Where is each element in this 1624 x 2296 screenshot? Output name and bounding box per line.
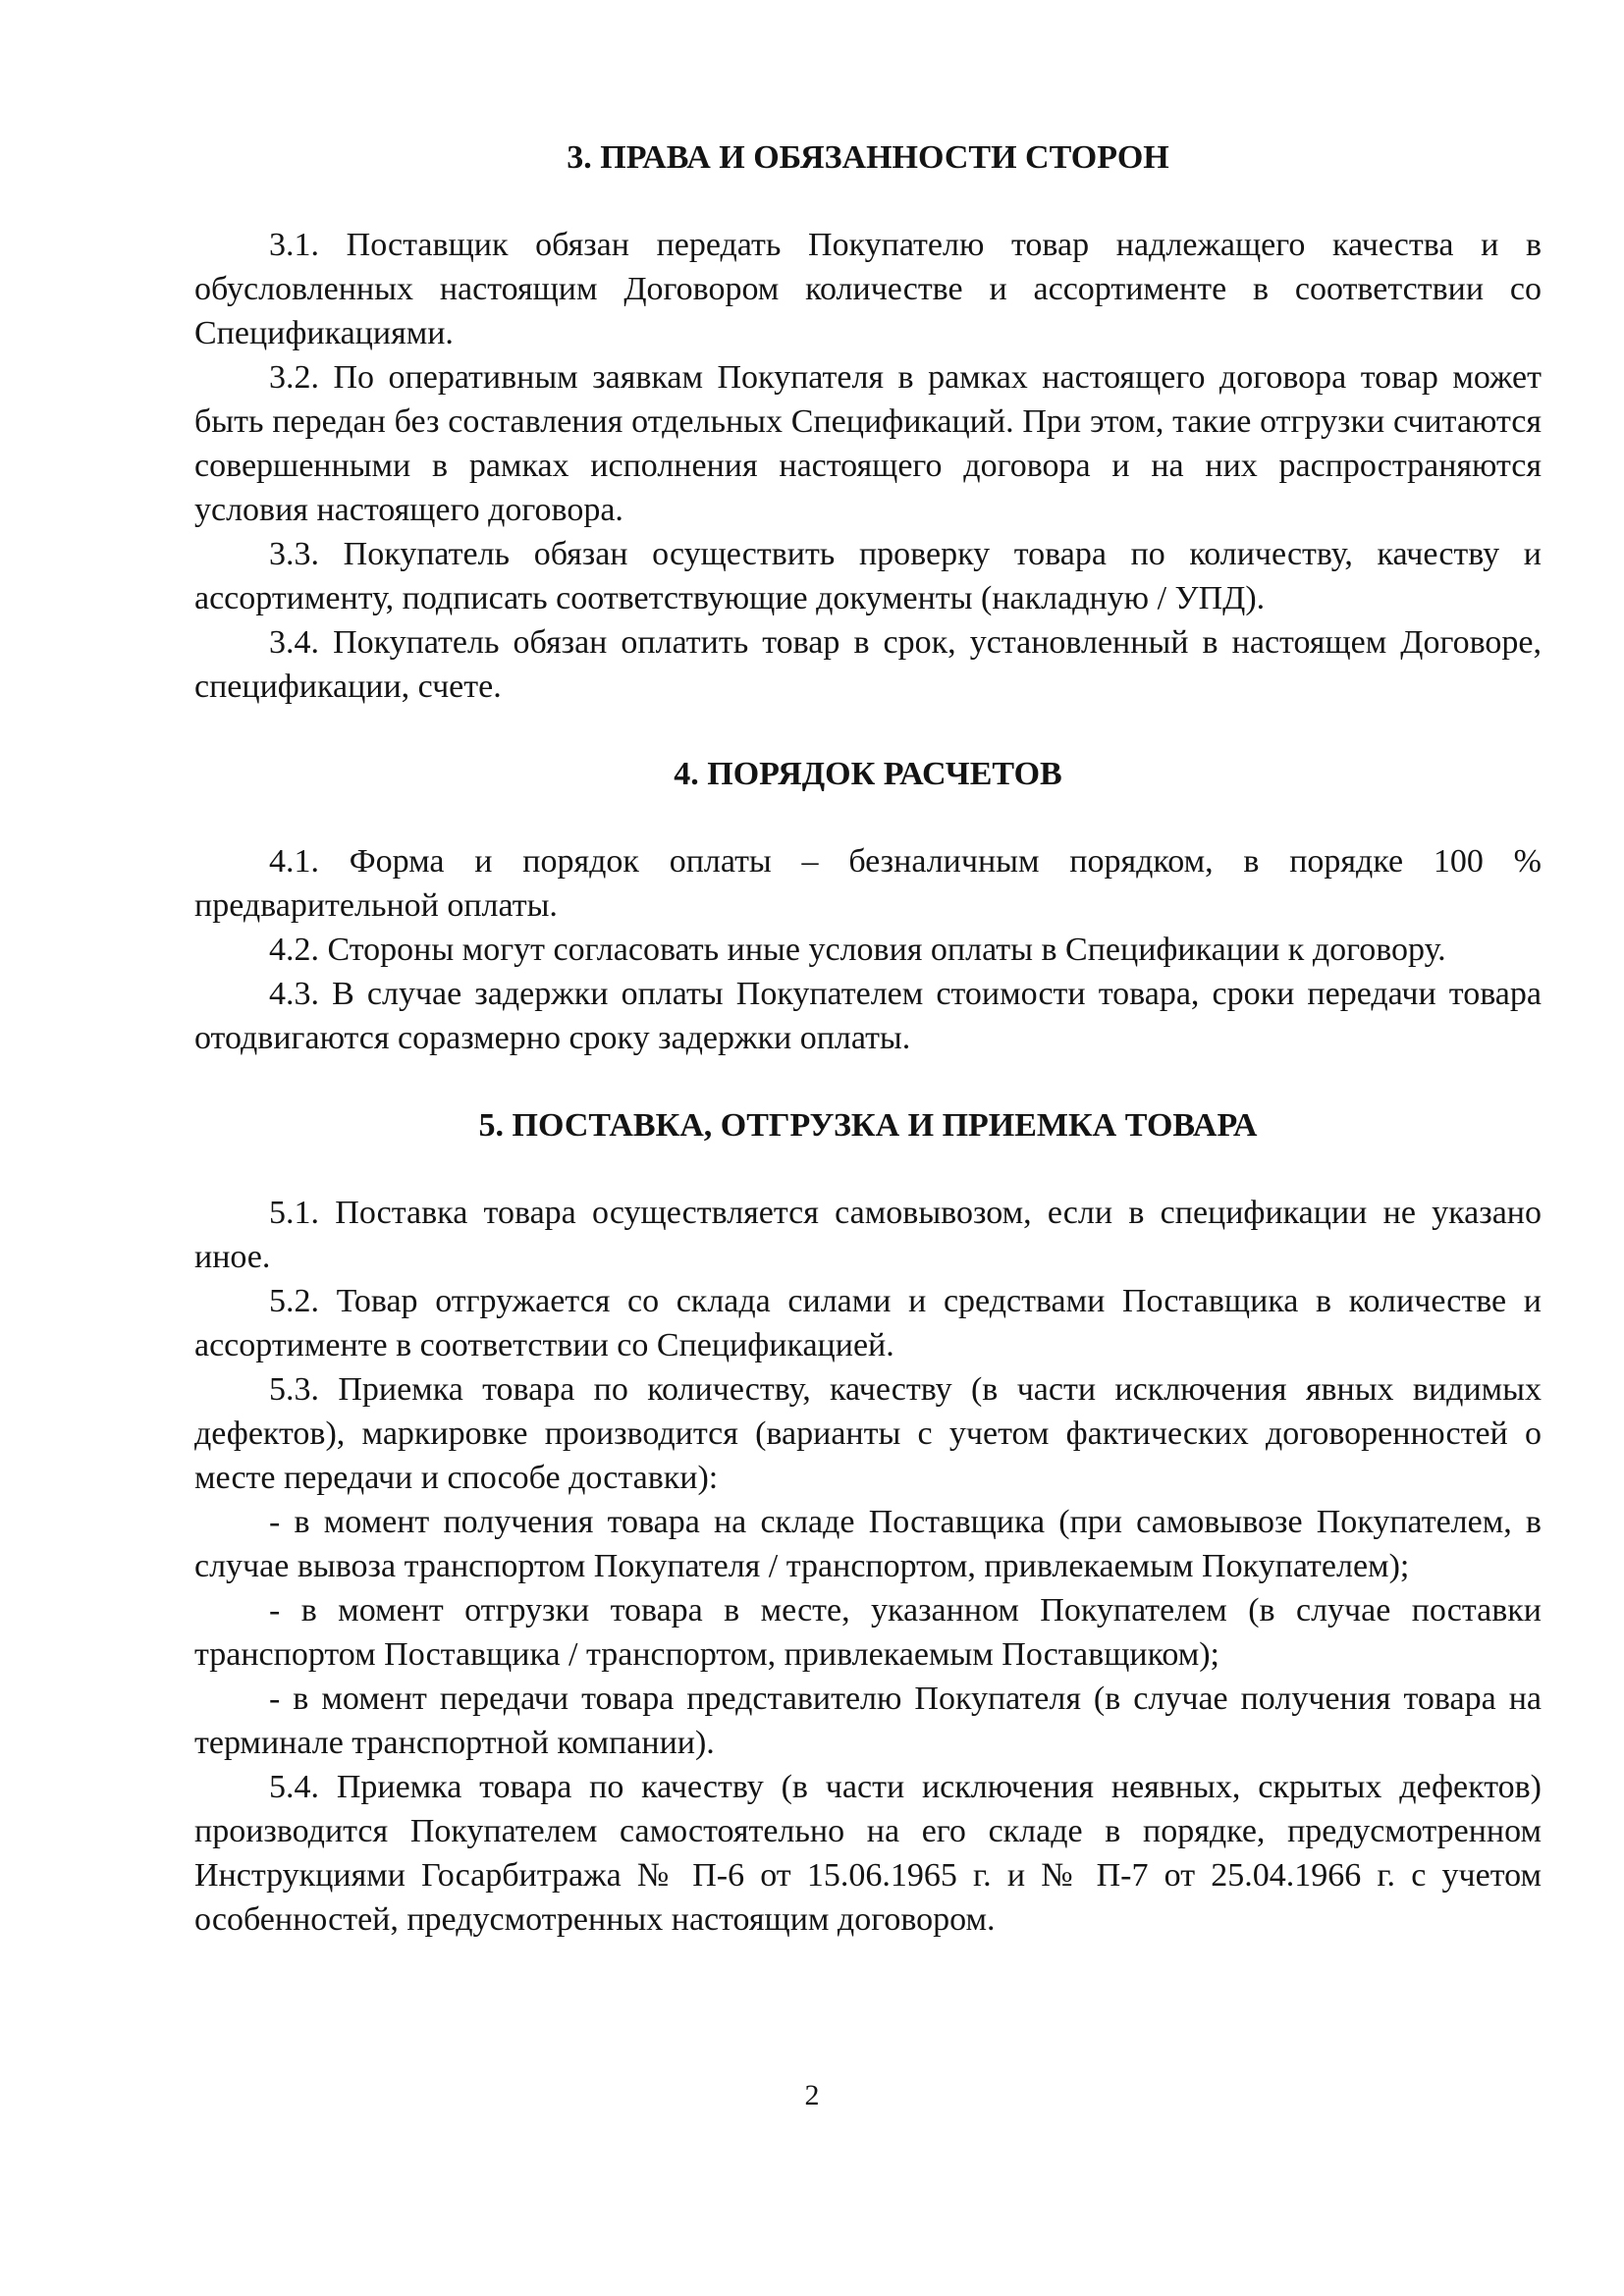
clause-3-4: 3.4. Покупатель обязан оплатить товар в срок, установленный в настоящем Договоре, спецификации, счете.	[194, 624, 1542, 705]
clause-5-4: 5.4. Приемка товара по качеству (в части исключения неявных, скрытых дефектов) производится Покупателем самостоятельно на его складе в порядке, предусмотренном Инструкциями Госарбитража № П-6 от 15.06.1965 г. и № П-7 от 25.04.1966 г. с учетом особенностей, предусмотренных настоящим договором.	[194, 1769, 1542, 1938]
clause-4-1: 4.1. Форма и порядок оплаты – безналичным порядком, в порядке 100 % предварительной оплаты.	[194, 843, 1542, 924]
section-title: 3. ПРАВА И ОБЯЗАННОСТИ СТОРОН	[567, 139, 1169, 176]
section-payment-procedure	[194, 752, 1542, 1060]
clause-3-1: 3.1. Поставщик обязан передать Покупателю товар надлежащего качества и в обусловленных настоящим Договором количестве и ассортименте в соответствии со Спецификациями.	[194, 227, 1542, 351]
clause-5-3-option-transport-terminal: - в момент передачи товара представителю Покупателя (в случае получения товара на терминале транспортной компании).	[194, 1681, 1542, 1761]
clause-5-3-option-buyer-location: - в момент отгрузки товара в месте, указанном Покупателем (в случае поставки транспортом Поставщика / транспортом, привлекаемым Поставщиком);	[194, 1592, 1542, 1673]
clause-5-3-option-supplier-warehouse: - в момент получения товара на складе Поставщика (при самовывозе Покупателем, в случае вывоза транспортом Покупателя / транспортом, привлекаемым Покупателем);	[194, 1504, 1542, 1584]
section-delivery-and-acceptance	[194, 1103, 1542, 1942]
clause-3-3: 3.3. Покупатель обязан осуществить проверку товара по количеству, качеству и ассортименту, подписать соответствующие документы (накладную / УПД).	[194, 536, 1542, 616]
clause-3-2: 3.2. По оперативным заявкам Покупателя в рамках настоящего договора товар может быть передан без составления отдельных Спецификаций. При этом, такие отгрузки считаются совершенными в рамках исполнения настоящего договора и на них распространяются условия настоящего договора.	[194, 359, 1542, 528]
page-number: 2	[804, 2079, 820, 2111]
clause-5-1: 5.1. Поставка товара осуществляется самовывозом, если в спецификации не указано иное.	[194, 1195, 1542, 1275]
document-page	[194, 135, 1542, 1942]
section-rights-and-obligations	[194, 135, 1542, 709]
clause-5-2: 5.2. Товар отгружается со склада силами и средствами Поставщика в количестве и ассортименте в соответствии со Спецификацией.	[194, 1283, 1542, 1363]
section-title: 4. ПОРЯДОК РАСЧЕТОВ	[674, 756, 1062, 792]
clause-4-2: 4.2. Стороны могут согласовать иные условия оплаты в Спецификации к договору.	[269, 932, 1446, 968]
clause-5-3: 5.3. Приемка товара по количеству, качеству (в части исключения явных видимых дефектов), маркировке производится (варианты с учетом фактических договоренностей о месте передачи и способе доставки):	[194, 1371, 1542, 1496]
clause-4-3: 4.3. В случае задержки оплаты Покупателем стоимости товара, сроки передачи товара отодвигаются соразмерно сроку задержки оплаты.	[194, 976, 1542, 1056]
section-title: 5. ПОСТАВКА, ОТГРУЗКА И ПРИЕМКА ТОВАРА	[478, 1107, 1258, 1144]
